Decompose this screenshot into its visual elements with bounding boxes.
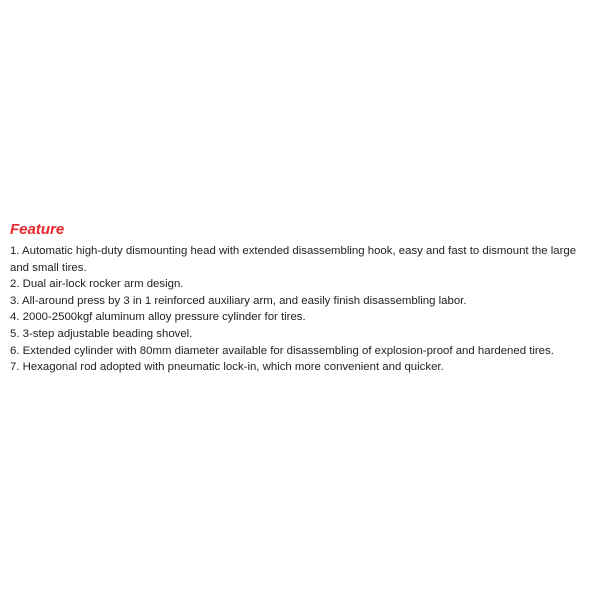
feature-item-7: 7. Hexagonal rod adopted with pneumatic lock-in, which more convenient and quicker. [10,361,444,374]
feature-item-6: 6. Extended cylinder with 80mm diameter available for disassembling of explosion-proof and hardened tires. [10,344,554,357]
feature-heading: Feature [10,221,65,238]
feature-list [10,243,586,376]
feature-item-3: 3. All-around press by 3 in 1 reinforced auxiliary arm, and easily finish disassembling labor. [10,294,467,307]
feature-item-5: 5. 3-step adjustable beading shovel. [10,327,193,340]
feature-item-1: 1. Automatic high-duty dismounting head with extended disassembling hook, easy and fast to dismount the large and small tires. [10,245,577,274]
feature-section [10,221,586,376]
feature-item-2: 2. Dual air-lock rocker arm design. [10,278,184,291]
feature-item-4: 4. 2000-2500kgf aluminum alloy pressure cylinder for tires. [10,311,306,324]
